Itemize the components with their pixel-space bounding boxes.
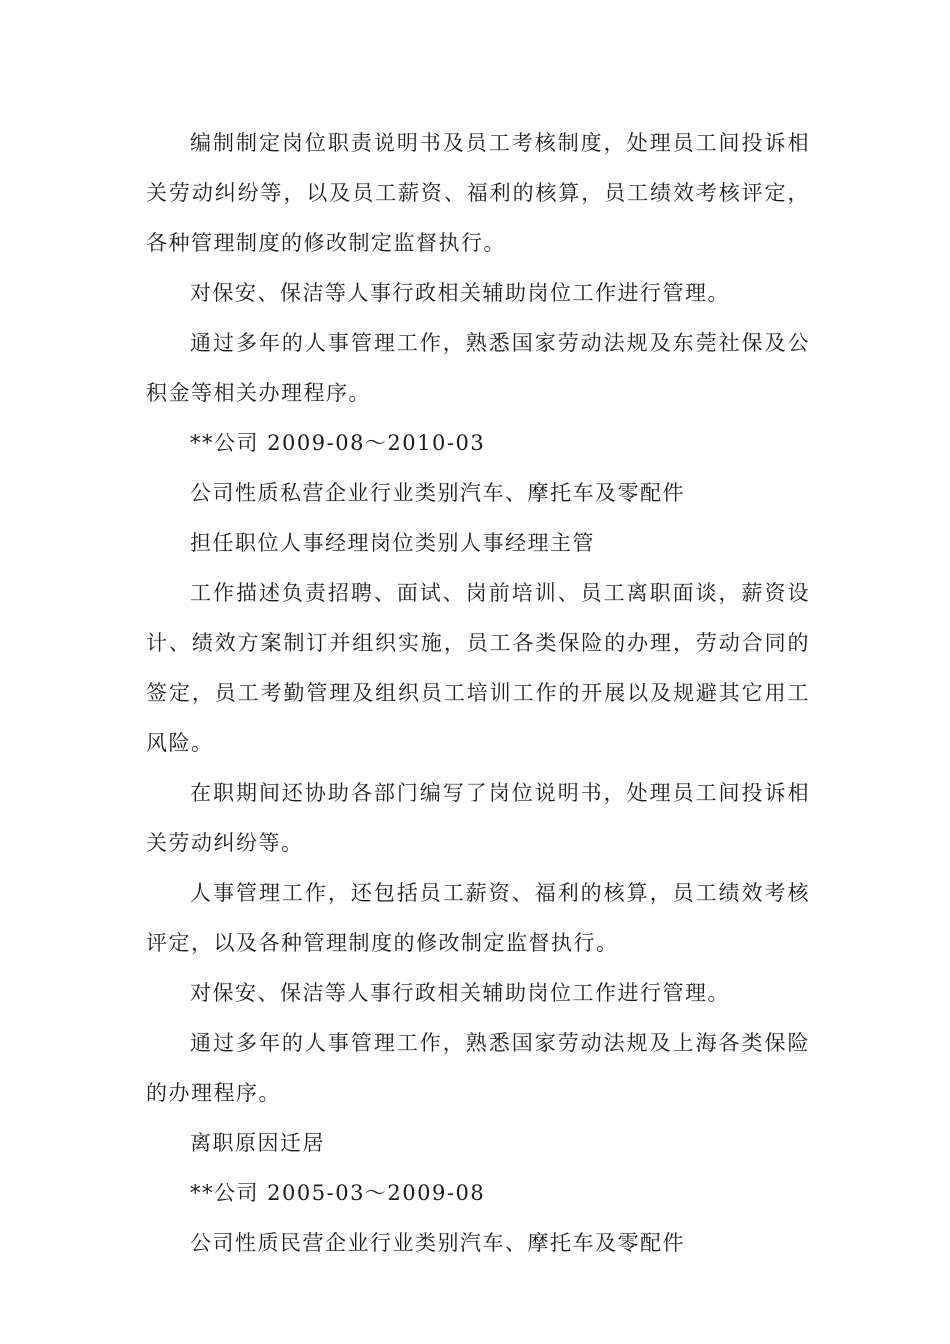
company-period-heading: **公司 2005-03～2009-08 (190, 1181, 486, 1205)
paragraph: 人事管理工作，还包括员工薪资、福利的核算，员工绩效考核评定，以及各种管理制度的修改制定监督执行。 (146, 881, 810, 955)
paragraph: 公司性质民营企业行业类别汽车、摩托车及零配件 (190, 1231, 685, 1255)
paragraph: 通过多年的人事管理工作，熟悉国家劳动法规及上海各类保险的办理程序。 (146, 1031, 810, 1105)
paragraph: 编制制定岗位职责说明书及员工考核制度，处理员工间投诉相关劳动纠纷等，以及员工薪资、福利的核算，员工绩效考核评定，各种管理制度的修改制定监督执行。 (146, 131, 810, 255)
paragraph: 公司性质私营企业行业类别汽车、摩托车及零配件 (190, 481, 685, 505)
paragraph: 在职期间还协助各部门编写了岗位说明书，处理员工间投诉相关劳动纠纷等。 (146, 781, 810, 855)
document-body (146, 118, 810, 1268)
paragraph: 离职原因迁居 (190, 1131, 325, 1155)
paragraph: 通过多年的人事管理工作，熟悉国家劳动法规及东莞社保及公积金等相关办理程序。 (146, 331, 810, 405)
paragraph: 对保安、保洁等人事行政相关辅助岗位工作进行管理。 (190, 981, 730, 1005)
paragraph: 担任职位人事经理岗位类别人事经理主管 (190, 531, 595, 555)
paragraph: 工作描述负责招聘、面试、岗前培训、员工离职面谈，薪资设计、绩效方案制订并组织实施，员工各类保险的办理，劳动合同的签定，员工考勤管理及组织员工培训工作的开展以及规避其它用工风险。 (146, 581, 810, 755)
company-period-heading: **公司 2009-08～2010-03 (190, 431, 486, 455)
paragraph: 对保安、保洁等人事行政相关辅助岗位工作进行管理。 (190, 281, 730, 305)
